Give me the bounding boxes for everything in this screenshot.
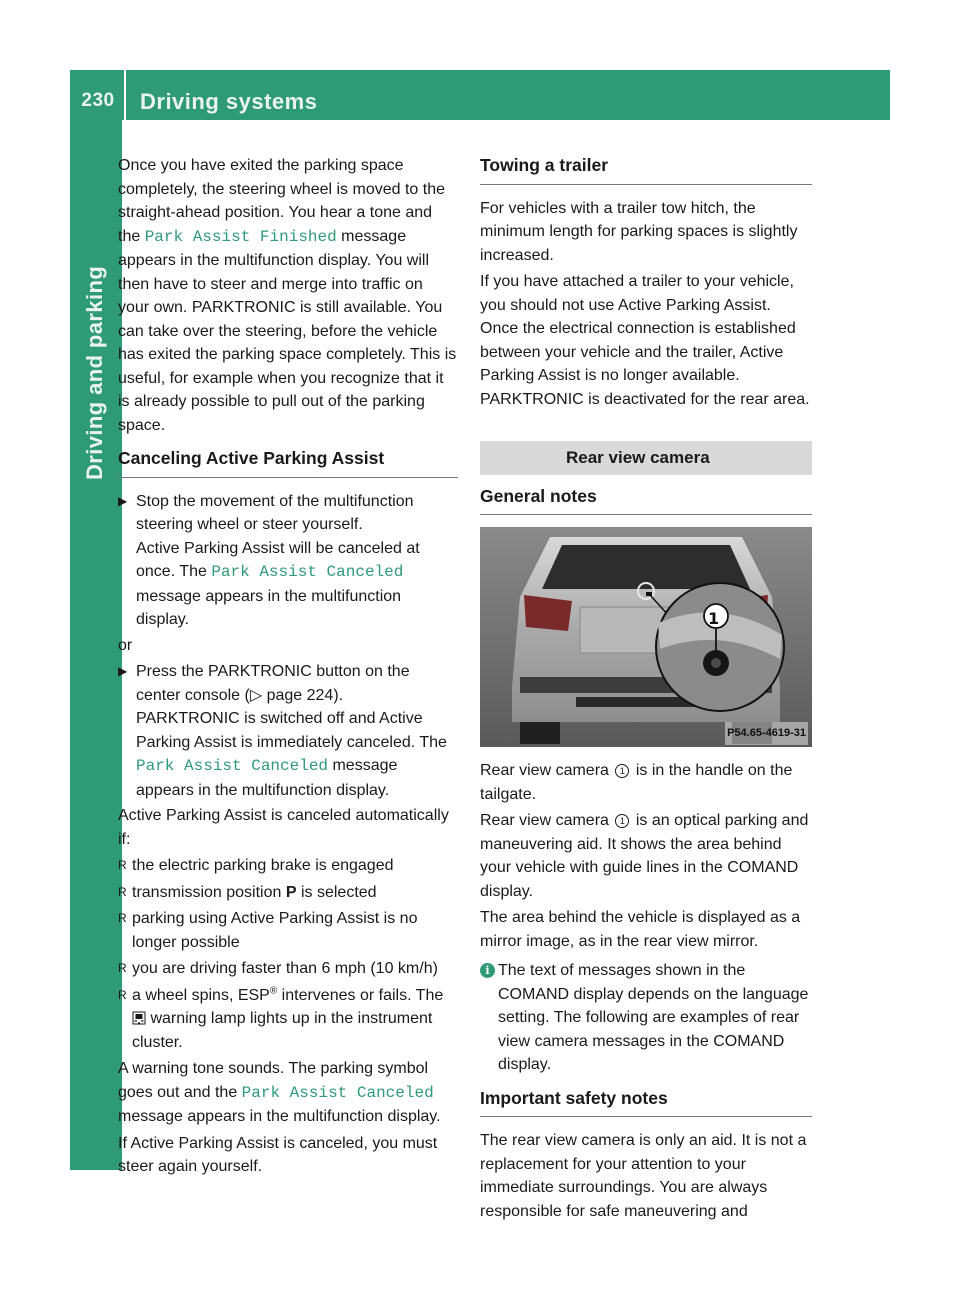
- towing-paragraph: If you have attached a trailer to your vehicle, you should not use Active Parking Assist. Once the electrical connection is established between your vehicle and the trailer, Active Parking Assist is no longer available. PARKTRONIC is deactivated for the rear area.: [480, 273, 810, 408]
- callout-number-icon: 1: [615, 814, 629, 828]
- intro-paragraph: Once you have exited the parking space completely, the steering wheel is moved to the straight-ahead position. You hear a tone and the Park Assist Finished message appears in the multifunction display. You will then have to steer and merge into traffic on your own. PARKTRONIC is still available. You can take over the steering, before the vehicle has exited the parking space completely. This is useful, for example when you recognize that it is already possible to pull out of the parking space.: [118, 157, 457, 434]
- towing-heading: Towing a trailer: [480, 154, 812, 185]
- towing-paragraph: For vehicles with a trailer tow hitch, the minimum length for parking spaces is slightly increased.: [480, 199, 798, 264]
- final-paragraph: If Active Parking Assist is canceled, you must steer again yourself.: [118, 1134, 438, 1175]
- bullet-icon: R: [118, 987, 127, 1002]
- display-message: Park Assist Finished: [144, 227, 337, 246]
- display-message: Park Assist Canceled: [211, 563, 404, 581]
- left-column: [118, 154, 458, 1182]
- auto-cancel-intro: Active Parking Assist is canceled automatically if:: [118, 807, 449, 848]
- header-separator: [124, 70, 126, 120]
- display-message: Park Assist Canceled: [136, 757, 329, 775]
- info-note: i The text of messages shown in the COMAND display depends on the language setting. The following are examples of rear view camera messages in the COMAND display.: [480, 959, 812, 1077]
- figure-callout-number: 1: [708, 609, 720, 628]
- page-title: Driving systems: [140, 89, 318, 114]
- right-column: [480, 154, 812, 1226]
- list-item: R the electric parking brake is engaged: [118, 854, 458, 878]
- list-item: R transmission position P is selected: [118, 881, 458, 905]
- page-number: 230: [81, 90, 115, 111]
- bullet-icon: R: [118, 911, 127, 925]
- figure-id-label: P54.65-4619-31: [725, 722, 808, 746]
- list-item: R a wheel spins, ESP® intervenes or fails. The warning lamp lights up in the instrument cluster.: [118, 985, 444, 1051]
- bullet-icon: R: [118, 858, 127, 872]
- safety-paragraph: The rear view camera is only an aid. It is not a replacement for your attention to your immediate surroundings. You are always responsible for safe maneuvering and: [480, 1132, 807, 1220]
- vehicle-rear-illustration: [480, 527, 812, 747]
- mirror-image-paragraph: The area behind the vehicle is displayed as a mirror image, as in the rear view mirror.: [480, 909, 801, 950]
- step-arrow-icon: ▶: [118, 664, 128, 678]
- side-tab-label: Driving and parking: [82, 265, 107, 480]
- bullet-icon: R: [118, 884, 127, 899]
- display-message: Park Assist Canceled: [241, 1083, 434, 1102]
- rear-camera-figure: [480, 527, 812, 747]
- info-icon: i: [480, 963, 495, 978]
- or-text: or: [118, 636, 133, 654]
- camera-description-paragraph: Rear view camera 1 is an optical parking and maneuvering aid. It shows the area behind your vehicle with guide lines in the COMAND display.: [480, 812, 809, 900]
- general-notes-heading: General notes: [480, 485, 812, 516]
- canceling-heading: Canceling Active Parking Assist: [118, 447, 458, 478]
- list-item: R you are driving faster than 6 mph (10 km/h): [118, 957, 458, 981]
- warning-paragraph: A warning tone sounds. The parking symbol goes out and the Park Assist Canceled message appears in the multifunction display.: [118, 1060, 441, 1125]
- instruction-step: ▶ Stop the movement of the multifunction steering wheel or steer yourself. Active Parking Assist will be canceled at once. The Park Assist Canceled message appears in the multifunction display.: [118, 490, 458, 632]
- bullet-icon: R: [118, 961, 127, 975]
- park-assist-warning-lamp-icon: [132, 1011, 146, 1025]
- section-heading: Rear view camera: [480, 441, 812, 475]
- safety-heading: Important safety notes: [480, 1087, 812, 1118]
- callout-number-icon: 1: [615, 764, 629, 778]
- camera-location-paragraph: Rear view camera 1 is in the handle on the tailgate.: [480, 762, 793, 803]
- list-item: R parking using Active Parking Assist is no longer possible: [118, 907, 458, 954]
- instruction-step: ▶ Press the PARKTRONIC button on the center console (▷ page 224). PARKTRONIC is switched off and Active Parking Assist is immediately canceled. The Park Assist Canceled message appears in the multifunction display.: [118, 660, 458, 802]
- step-arrow-icon: ▶: [118, 493, 128, 508]
